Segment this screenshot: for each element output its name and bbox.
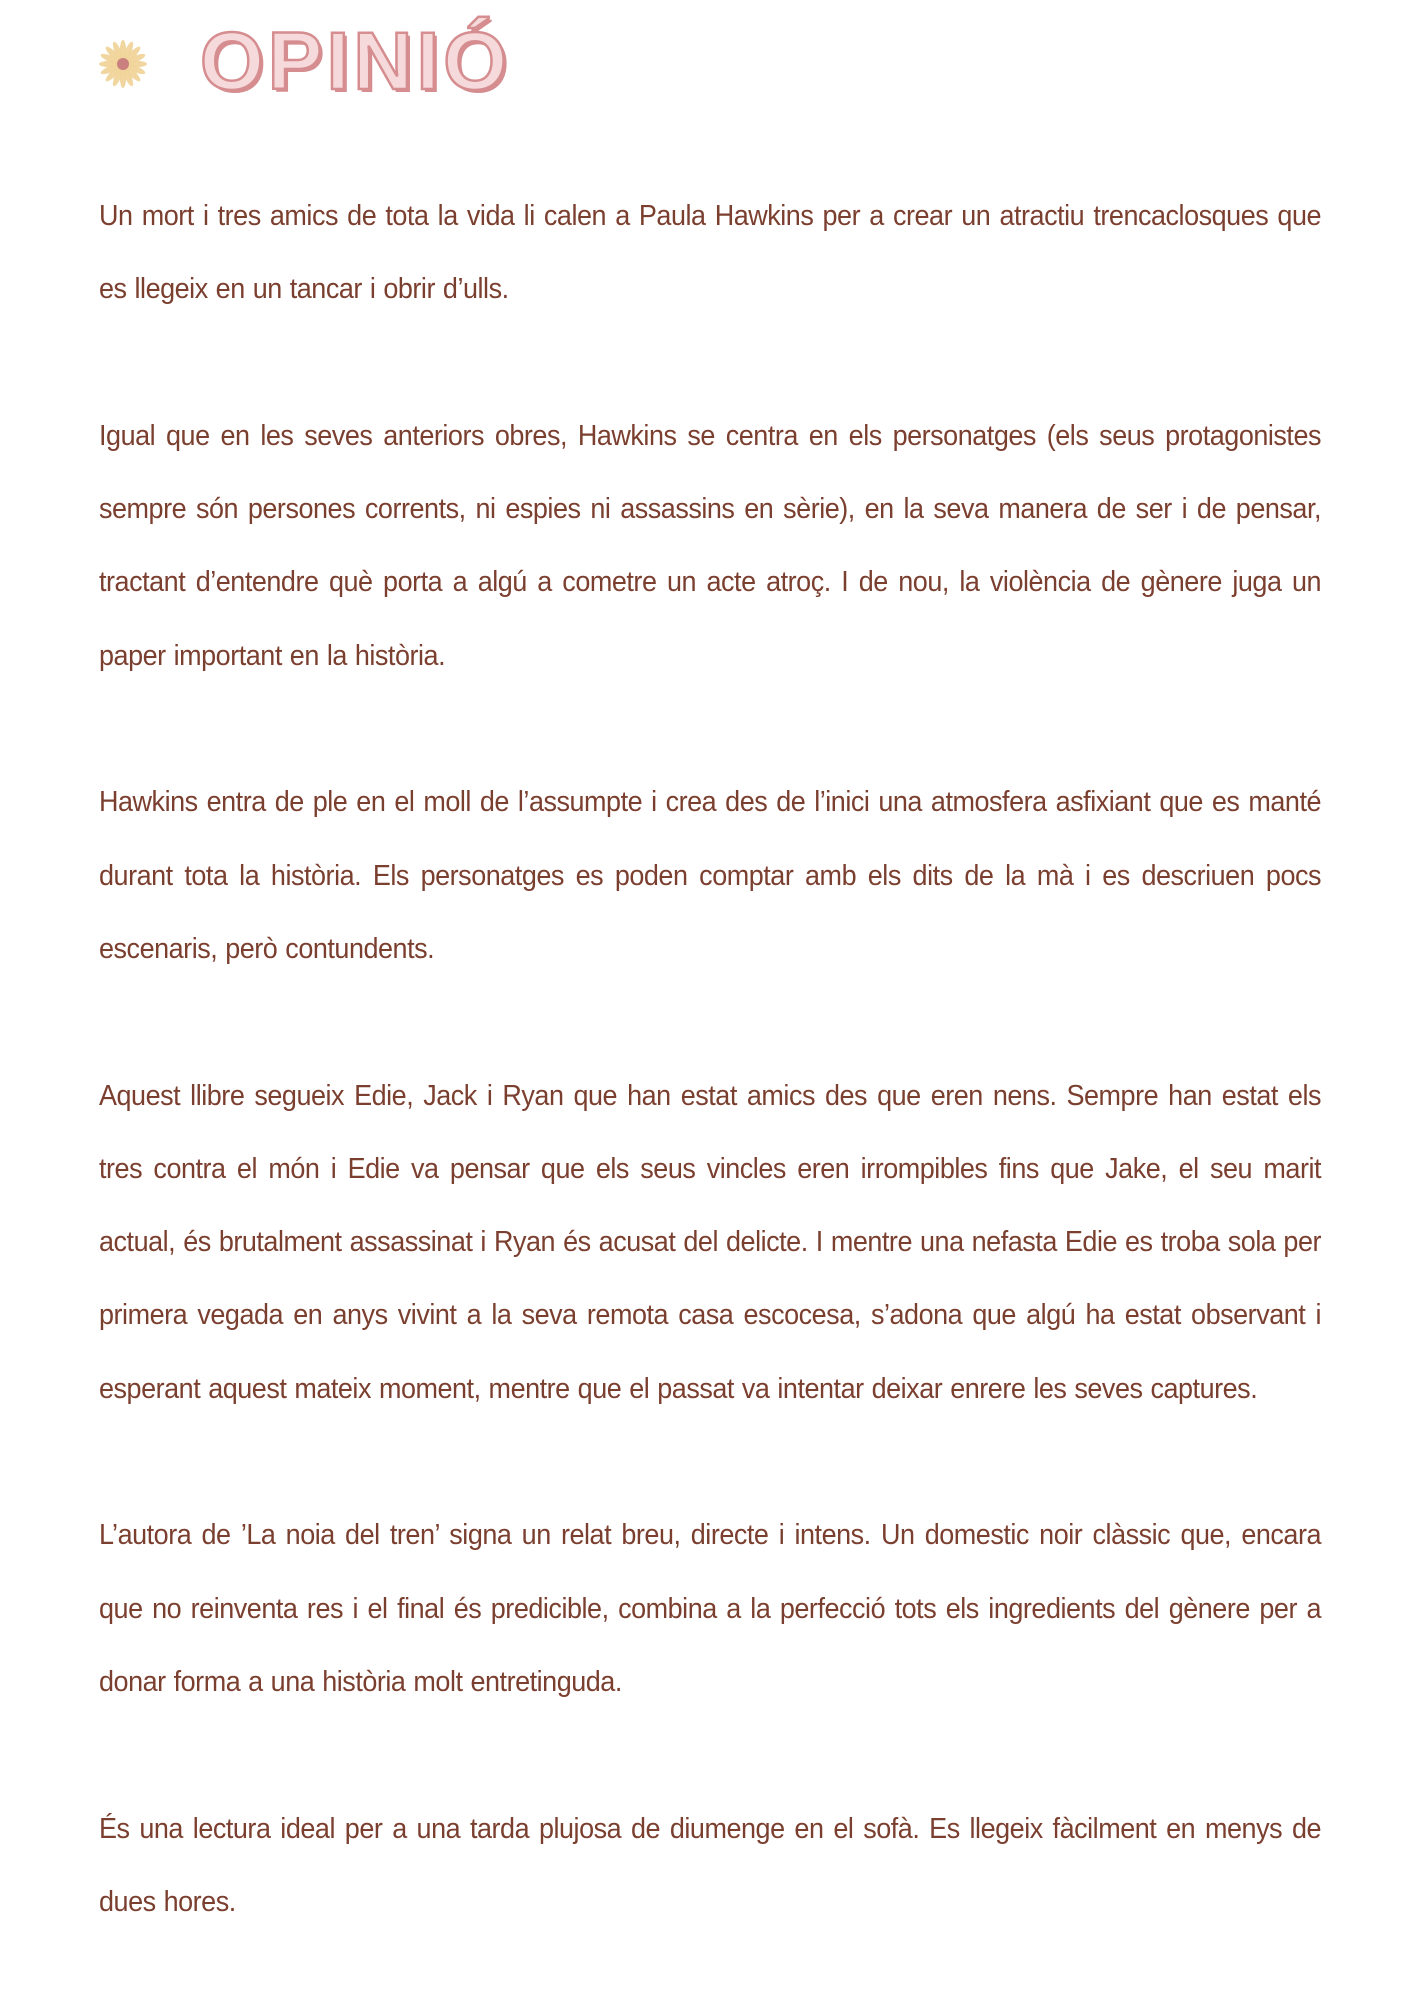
paragraph: L’autora de ’La noia del tren’ signa un relat breu, directe i intens. Un domestic noir clàssic que, encara que no reinventa res i el final és predicible, combina a la perfecció tots els ingredients del gènere per a donar forma a una història molt entretinguda. bbox=[99, 1519, 1322, 1698]
paragraph: Un mort i tres amics de tota la vida li calen a Paula Hawkins per a crear un atractiu trencaclosques que es llegeix en un tancar i obrir d’ulls. bbox=[99, 200, 1322, 306]
section-header bbox=[98, 12, 511, 112]
section-title: OPINIÓ bbox=[200, 16, 512, 107]
paragraph: Igual que en les seves anteriors obres, Hawkins se centra en els personatges (els seus protagonistes sempre són persones corrents, ni espies ni assassins en sèrie), en la seva manera de ser i de pensar, tractant d’entendre què porta a algú a cometre un acte atroç. I de nou, la violència de gènere juga un paper important en la història. bbox=[99, 419, 1322, 672]
flower-center bbox=[117, 58, 129, 70]
opinion-body bbox=[99, 180, 1321, 2012]
paragraph: Aquest llibre segueix Edie, Jack i Ryan que han estat amics des que eren nens. Sempre han estat els tres contra el món i Edie va pensar que els seus vincles eren irrompibles fins que Jake, el seu marit actual, és brutalment assassinat i Ryan és acusat del delicte. I mentre una nefasta Edie es troba sola per primera vegada en anys vivint a la seva remota casa escocesa, s’adona que algú ha estat observant i esperant aquest mateix moment, mentre que el passat va intentar deixar enrere les seves captures. bbox=[99, 1079, 1322, 1405]
paragraph: Hawkins entra de ple en el moll de l’assumpte i crea des de l’inici una atmosfera asfixiant que es manté durant tota la història. Els personatges es poden comptar amb els dits de la mà i es descriuen pocs escenaris, però contundents. bbox=[99, 786, 1322, 965]
flower-icon bbox=[98, 39, 148, 89]
paragraph: És una lectura ideal per a una tarda plujosa de diumenge en el sofà. Es llegeix fàcilment en menys de dues hores. bbox=[99, 1812, 1322, 1918]
